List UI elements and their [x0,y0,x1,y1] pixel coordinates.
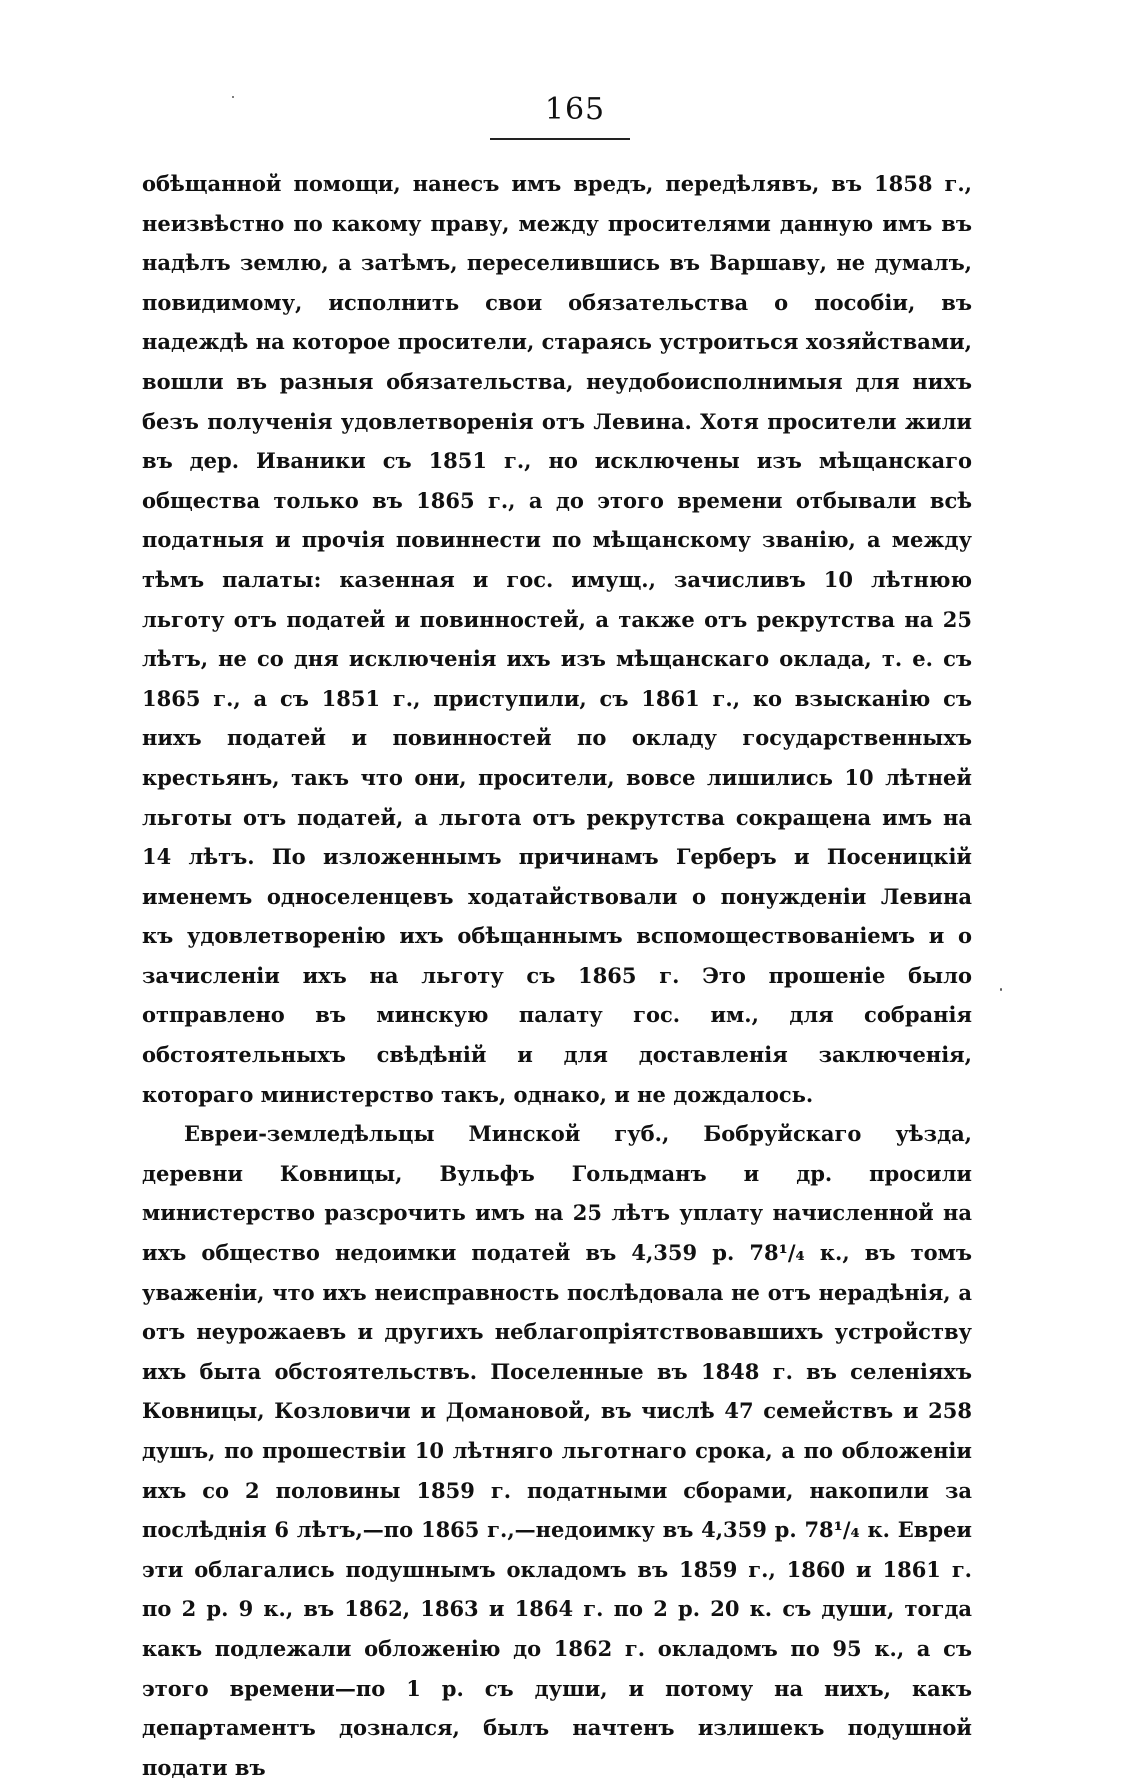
page-number: 165 [544,92,606,127]
body-text [142,164,972,1787]
scan-speck [232,96,234,98]
paragraph-continued: обѣщанной помощи, нанесъ имъ вредъ, передѣлявъ, въ 1858 г., неизвѣстно по какому праву, между просителями данную имъ въ надѣлъ землю, а затѣмъ, переселившись въ Варшаву, не думалъ, повидимому, исполнить свои обязательства о пособіи, въ надеждѣ на которое просители, стараясь устроиться хозяйствами, вошли въ разныя обязательства, неудобоисполнимыя для нихъ безъ полученія удовлетворенія отъ Левина. Хотя просители жили въ дер. Иваники съ 1851 г., но исключены изъ мѣщанскаго общества только въ 1865 г., а до этого времени отбывали всѣ податныя и прочія повиннести по мѣщанскому званію, а между тѣмъ палаты: казенная и гос. имущ., зачисливъ 10 лѣтнюю льготу отъ податей и повинностей, а также отъ рекрутства на 25 лѣтъ, не со дня исключенія ихъ изъ мѣщанскаго оклада, т. е. съ 1865 г., а съ 1851 г., приступили, съ 1861 г., ко взысканію съ нихъ податей и повинностей по окладу государственныхъ крестьянъ, такъ что они, просители, вовсе лишились 10 лѣтней льготы отъ податей, а льгота отъ рекрутства сокращена имъ на 14 лѣтъ. По изложеннымъ причинамъ Герберъ и Посеницкій именемъ односеленцевъ ходатайствовали о понужденіи Левина къ удовлетворенію ихъ обѣщаннымъ вспомоществованіемъ и о зачисленіи ихъ на льготу съ 1865 г. Это прошеніе было отправлено въ минскую палату гос. им., для собранія обстоятельныхъ свѣдѣній и для доставленія заключенія, котораго министерство такъ, однако, и не дождалось. [142,171,972,1107]
header-rule [490,138,630,140]
paragraph-kovnitsy-petition: Евреи-земледѣльцы Минской губ., Бобруйскаго уѣзда, деревни Ковницы, Вульфъ Гольдманъ и др. просили министерство разсрочить имъ на 25 лѣтъ уплату начисленной на ихъ общество недоимки податей въ 4,359 р. 78¹/₄ к., въ томъ уваженіи, что ихъ неисправность послѣдовала не отъ нерадѣнія, а отъ неурожаевъ и другихъ неблагопріятствовавшихъ устройству ихъ быта обстоятельствъ. Поселенные въ 1848 г. въ селеніяхъ Ковницы, Козловичи и Домановой, въ числѣ 47 семействъ и 258 душъ, по прошествіи 10 лѣтняго льготнаго срока, а по обложеніи ихъ со 2 половины 1859 г. податными сборами, накопили за послѣднія 6 лѣтъ,—по 1865 г.,—недоимку въ 4,359 р. 78¹/₄ к. Евреи эти облагались подушнымъ окладомъ въ 1859 г., 1860 и 1861 г. по 2 р. 9 к., въ 1862, 1863 и 1864 г. по 2 р. 20 к. съ души, тогда какъ подлежали обложенію до 1862 г. окладомъ по 95 к., а съ этого времени—по 1 р. съ души, и потому на нихъ, какъ департаментъ дознался, былъ начтенъ излишекъ подушной подати въ [142,1121,972,1780]
scan-speck [1000,988,1002,991]
